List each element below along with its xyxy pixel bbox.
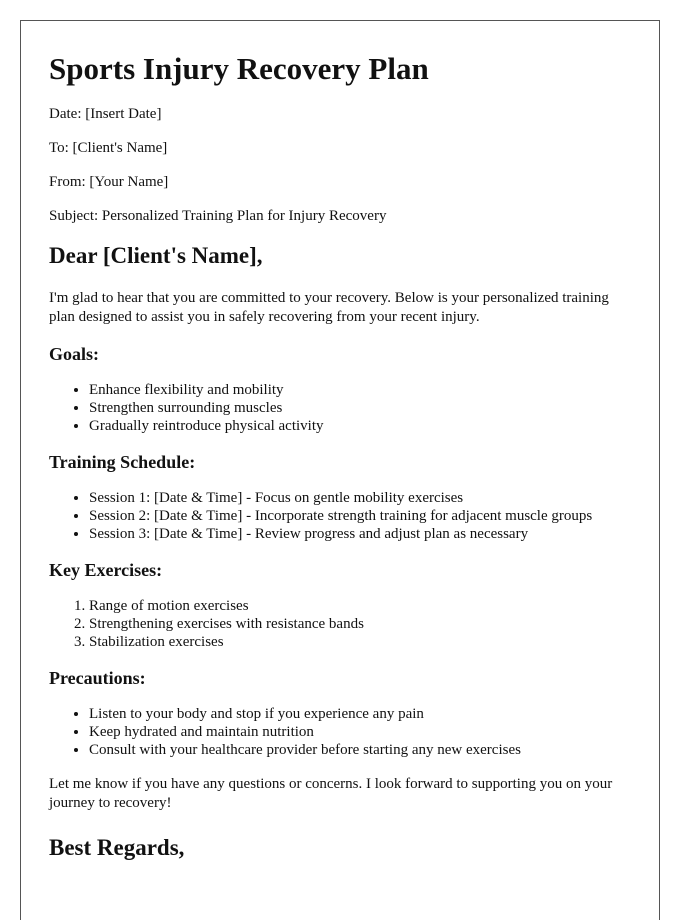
list-item: 1. Range of motion exercises	[89, 597, 631, 615]
date-line: Date: [Insert Date]	[49, 106, 162, 122]
list-item: • Session 3: [Date & Time] - Review progress and adjust plan as necessary	[89, 525, 631, 543]
subject-line: Subject: Personalized Training Plan for Injury Recovery	[49, 208, 387, 224]
to-line: To: [Client's Name]	[49, 140, 168, 156]
schedule-heading: Training Schedule:	[49, 452, 196, 472]
list-item: • Session 1: [Date & Time] - Focus on gentle mobility exercises	[89, 489, 631, 507]
list-item: • Consult with your healthcare provider before starting any new exercises	[89, 741, 631, 759]
list-item: • Gradually reintroduce physical activity	[89, 417, 631, 435]
closing-paragraph: Let me know if you have any questions or concerns. I look forward to supporting you on your journey to recovery!	[49, 776, 613, 811]
precautions-heading: Precautions:	[49, 668, 146, 688]
schedule-list	[49, 489, 631, 543]
signoff: Best Regards,	[49, 835, 185, 860]
list-item: • Keep hydrated and maintain nutrition	[89, 723, 631, 741]
exercises-heading: Key Exercises:	[49, 560, 163, 580]
precautions-list	[49, 705, 631, 759]
list-item: • Strengthen surrounding muscles	[89, 399, 631, 417]
list-item: • Session 2: [Date & Time] - Incorporate strength training for adjacent muscle groups	[89, 507, 631, 525]
goals-list	[49, 381, 631, 435]
list-item: 2. Strengthening exercises with resistance bands	[89, 615, 631, 633]
list-item: • Listen to your body and stop if you experience any pain	[89, 705, 631, 723]
greeting: Dear [Client's Name],	[49, 243, 263, 268]
letter-document	[20, 20, 660, 920]
exercises-list	[49, 597, 631, 651]
from-line: From: [Your Name]	[49, 174, 169, 190]
list-item: • Enhance flexibility and mobility	[89, 381, 631, 399]
intro-paragraph: I'm glad to hear that you are committed to your recovery. Below is your personalized training plan designed to assist you in safely recovering from your recent injury.	[49, 290, 609, 325]
list-item: 3. Stabilization exercises	[89, 633, 631, 651]
page-title: Sports Injury Recovery Plan	[49, 51, 429, 86]
goals-heading: Goals:	[49, 344, 100, 364]
